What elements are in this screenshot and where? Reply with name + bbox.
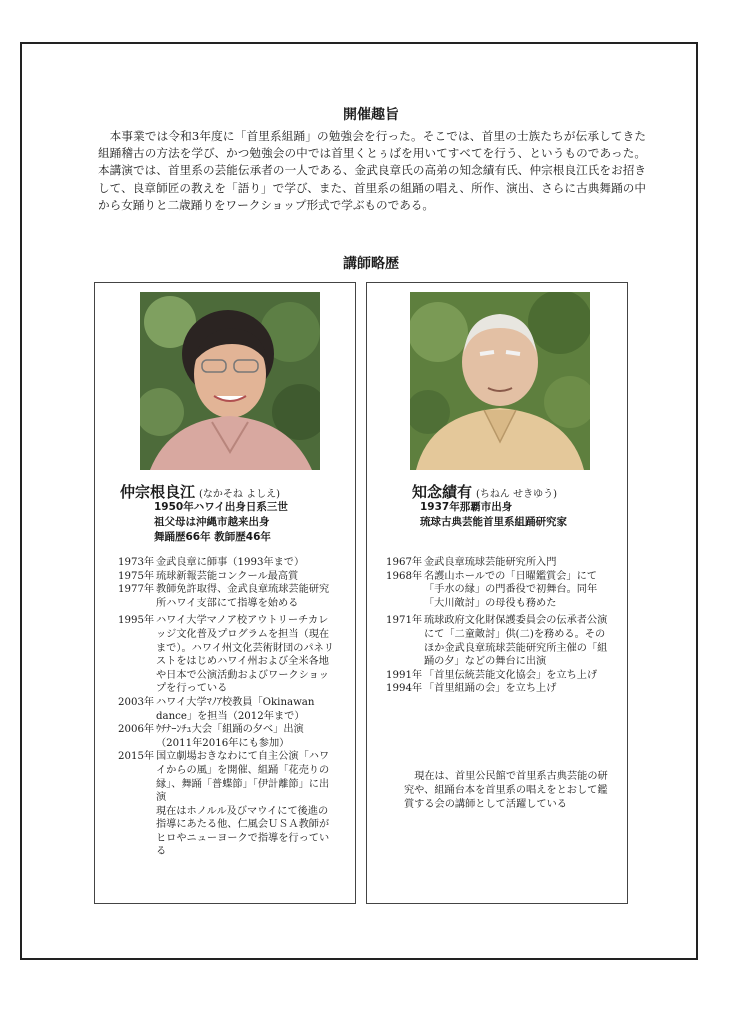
instructor-history — [386, 556, 612, 696]
instructor-name: 知念績有 — [412, 483, 473, 501]
history-text: 名護山ホールでの「日曜鑑賞会」にて「手水の縁」の門番役で初舞台。同年「大川敵討」の母役も務めた — [424, 570, 598, 609]
history-entry — [118, 556, 334, 570]
history-year: 1977年 — [118, 584, 155, 596]
history-entry — [118, 696, 334, 723]
history-text: ハワイ大学マノア校アウトリーチカレッジ文化普及プログラムを担当（現在まで）。ハワイ州文化芸術財団のパネリストをはじめハワイ州および全米各地や日本で公演活動およびワークショップを行っている — [156, 615, 334, 695]
instructor-name-kana: (なかそね よしえ) — [199, 489, 280, 500]
history-text: 現在はホノルル及びマウイにて後進の指導にあたる他、仁風会ＵＳＡ教師がヒロやニューヨークで指導を行っている — [156, 805, 330, 858]
history-year: 1991年 — [386, 669, 423, 681]
purpose-body: 本事業では令和3年度に「首里系組踊」の勉強会を行った。そこでは、首里の士族たちが伝承してきた組踊稽古の方法を学び、かつ勉強会の中では首里くとぅばを用いてすべてを行う、というものであった。本講演では、首里系の芸能伝承者の一人である、金武良章氏の高弟の知念績有氏、仲宗根良江氏をお招きして、良章師匠の教えを「語り」で学び、また、首里系の組踊の唱え、所作、演出、さらに古典舞踊の中から女踊りと二歳踊りをワークショップ形式で学ぶものである。 — [98, 129, 646, 212]
history-entry — [386, 682, 612, 696]
history-entry — [386, 614, 612, 668]
summary-line: 祖父母は沖縄市越来出身 — [154, 516, 270, 528]
instructor-summary — [154, 500, 288, 545]
history-text: 「首里伝統芸能文化協会」を立ち上げ — [424, 669, 598, 681]
history-year: 1995年 — [118, 615, 155, 627]
instructor-summary — [420, 500, 567, 530]
history-text: 琉球新報芸能コンクール最高賞 — [156, 570, 299, 582]
instructor-name: 仲宗根良江 — [120, 483, 196, 501]
history-entry — [118, 614, 334, 696]
history-text: ハワイ大学ﾏﾉｱ校教員「Okinawan dance」を担当（2012年まで） — [156, 696, 315, 722]
history-year: 2006年 — [118, 724, 155, 736]
summary-line: 舞踊歴66年 教師歴46年 — [154, 531, 271, 543]
history-year — [118, 805, 156, 859]
history-year: 1975年 — [118, 570, 155, 582]
instructor-name-line — [412, 481, 557, 502]
instructor-photo-chinen — [410, 292, 590, 470]
history-year: 1994年 — [386, 683, 423, 695]
history-text: ｳﾁﾅｰﾝﾁｭ大会「組踊の夕べ」出演（2011年2016年にも参加） — [156, 724, 304, 749]
history-entry — [386, 669, 612, 683]
history-year: 1973年 — [118, 557, 155, 568]
history-year: 2003年 — [118, 696, 155, 708]
instructors-title: 講師略歴 — [343, 256, 399, 272]
history-text: 国立劇場おきなわにて自主公演「ハワイからの風」を開催、組踊「花売りの縁」、舞踊「普蝶節」「伊計離節」に出演 — [156, 751, 330, 804]
history-text: 琉球政府文化財保護委員会の伝承者公演にて「二童敵討」供(二)を務める。そのほか金武良章琉球芸能研究所主催の「組踊の夕」などの舞台に出演 — [424, 615, 608, 668]
portrait-woman-icon — [140, 292, 320, 470]
purpose-title: 開催趣旨 — [343, 107, 399, 123]
summary-line: 1950年ハワイ出身日系三世 — [154, 501, 288, 513]
instructor-photo-nakasone — [140, 292, 320, 470]
history-entry — [118, 723, 334, 750]
instructor-name-kana: (ちねん せきゆう) — [476, 489, 557, 500]
history-entry — [118, 750, 334, 804]
history-text: 教師免許取得、金武良章琉球芸能研究所ハワイ支部にて指導を始める — [156, 584, 330, 609]
history-entry — [118, 805, 334, 859]
summary-line: 1937年那覇市出身 — [420, 501, 513, 513]
instructor-name-line — [120, 481, 280, 502]
history-entry — [118, 570, 334, 584]
history-year: 1968年 — [386, 570, 423, 582]
history-year: 2015年 — [118, 751, 155, 763]
instructor-closing-note: 現在は、首里公民館で首里系古典芸能の研究や、組踊台本を首里系の唱えをとおして鑑賞する会の講師として活躍している — [404, 771, 608, 810]
history-year: 1971年 — [386, 615, 423, 627]
portrait-man-icon — [410, 292, 590, 470]
summary-line: 琉球古典芸能首里系組踊研究家 — [420, 516, 567, 528]
history-text: 「首里組踊の会」を立ち上げ — [424, 683, 557, 695]
history-text: 金武良章琉球芸能研究所入門 — [424, 557, 557, 568]
history-text: 金武良章に師事（1993年まで） — [156, 557, 305, 568]
history-entry — [386, 556, 612, 570]
history-entry — [118, 583, 334, 610]
history-entry — [386, 570, 612, 611]
history-year: 1967年 — [386, 557, 423, 568]
instructor-history — [118, 556, 334, 859]
